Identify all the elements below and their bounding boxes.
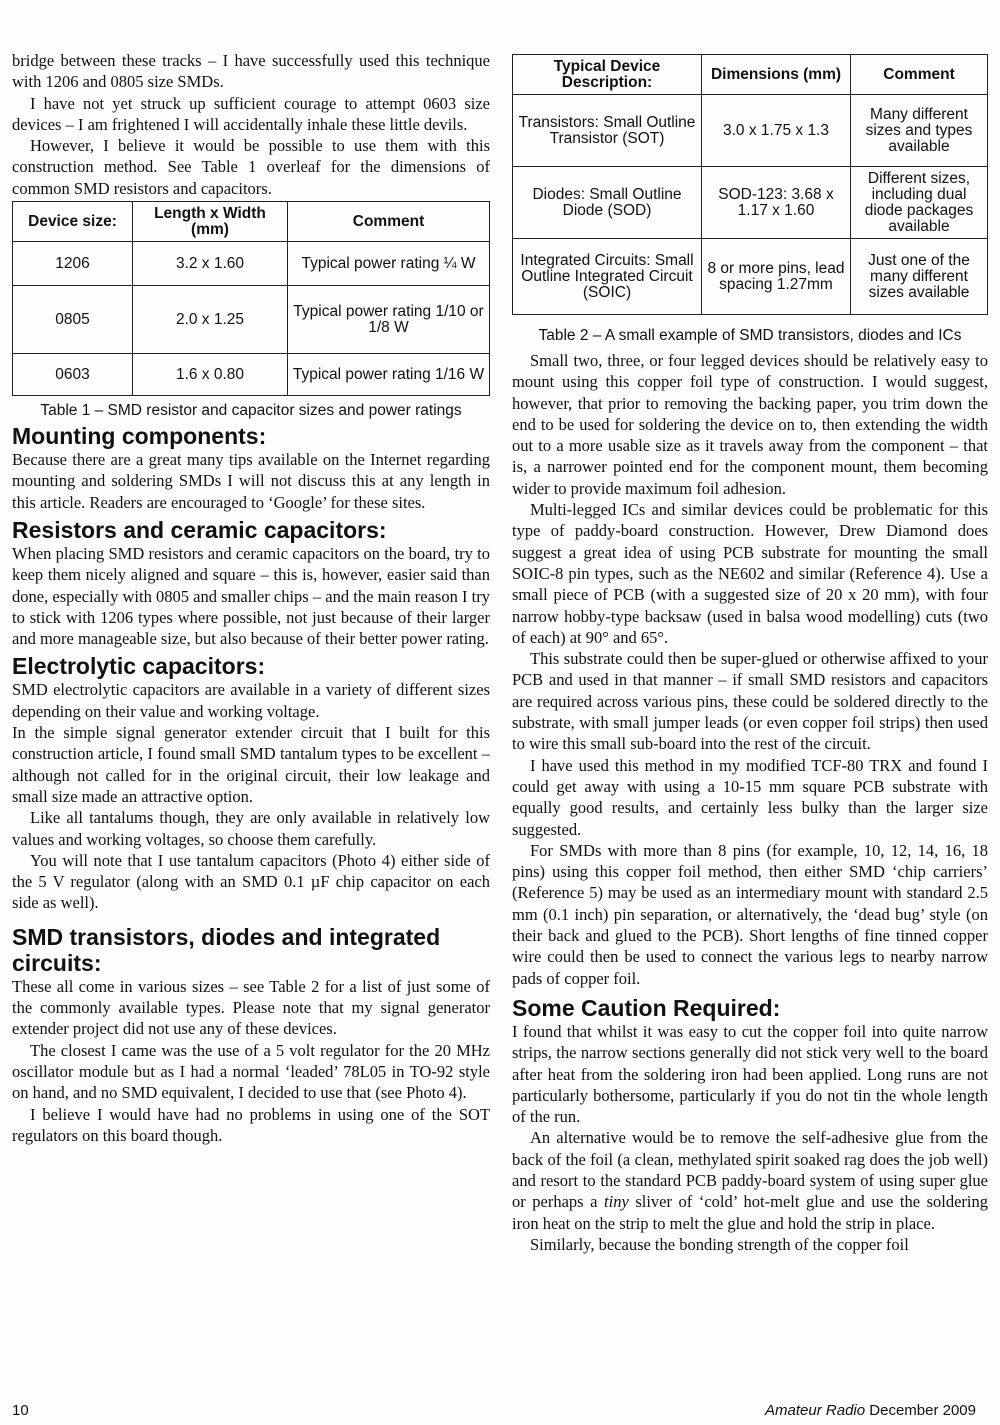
paragraph: Because there are a great many tips available on the Internet regarding mounting and soldering SMDs I will not discuss this at any length in this article. Readers are encouraged to ‘Google’ for these sites.	[12, 450, 490, 512]
table-cell: 0805	[13, 286, 133, 354]
table-cell: Typical power rating 1/16 W	[288, 354, 490, 396]
table-cell: 1.6 x 0.80	[133, 354, 288, 396]
table-cell: Typical power rating 1/10 or 1/8 W	[288, 286, 490, 354]
paragraph: Small two, three, or four legged devices should be relatively easy to mount using this copper foil type of construction. I would suggest, however, that prior to removing the backing paper, you trim down the end to be used for soldering the device on to, then extending the width out to a more usable size as it travels away from the component – that is, a narrower pointed end for the component mount, them becoming wider to provide maximum foil adhesion.	[512, 351, 988, 498]
table-row	[13, 354, 490, 396]
paragraph: This substrate could then be super-glued or otherwise affixed to your PCB and used in that manner – if small SMD resistors and capacitors are required across various pins, these could be soldered directly to the substrate, with small jumper leads (or even copper foil strips) then used to wire this small sub-board into the rest of the circuit.	[512, 649, 988, 754]
paragraph: I have not yet struck up sufficient courage to attempt 0603 size devices – I am frightened I will accidentally inhale these little devils.	[12, 93, 490, 134]
paragraph: For SMDs with more than 8 pins (for example, 10, 12, 14, 16, 18 pins) using this copper foil method, then either SMD ‘chip carriers’ (Reference 5) may be used as an intermediary mount with standard 2.5 mm (0.1 inch) pin separation, or alternatively, the ‘dead bug’ style (on their back and glued to the PCB). Short lengths of fine tinned copper wire could then be used to connect the various legs to nearby narrow pads of copper foil.	[512, 840, 988, 988]
page-footer	[12, 1402, 976, 1422]
heading-resistors: Resistors and ceramic capacitors:	[12, 516, 387, 543]
paragraph	[512, 1127, 988, 1233]
table-cell: Diodes: Small Outline Diode (SOD)	[513, 167, 702, 239]
table-cell: 3.0 x 1.75 x 1.3	[702, 95, 851, 167]
table-cell: 1206	[13, 242, 133, 286]
table-cell: SOD-123: 3.68 x 1.17 x 1.60	[702, 167, 851, 239]
table-row	[513, 95, 988, 167]
paragraph: I believe I would have had no problems in using one of the SOT regulators on this board though.	[12, 1104, 490, 1145]
paragraph: Like all tantalums though, they are only available in relatively low values and working voltages, so choose them carefully.	[12, 808, 490, 849]
paragraph: Multi-legged ICs and similar devices could be problematic for this type of paddy-board construction. However, Drew Diamond does suggest a great idea of using PCB substrate for mounting the small SOIC-8 pin types, such as the NE602 and similar (Reference 4). Use a small piece of PCB (with a suggested size of 20 x 20 mm), with four narrow hobby-type backsaw (used in balsa wood modelling) cuts (two of each) at 90° and 65°.	[512, 500, 988, 647]
table-row	[13, 286, 490, 354]
text-run: An alternative would be to remove the self-adhesive glue from the back of the foil (a clean, methylated spirit soaked rag does the job well) and resort to the standard PCB paddy-board system of using super glue or perhaps a	[512, 1128, 988, 1212]
table-row	[513, 239, 988, 315]
table-cell: Many different sizes and types available	[851, 95, 988, 167]
table-header: Comment	[288, 202, 490, 242]
table-cell: Just one of the many different sizes available	[851, 239, 988, 315]
table-cell: Different sizes, including dual diode packages available	[851, 167, 988, 239]
issue-date: December 2009	[869, 1402, 976, 1419]
heading-smd: SMD transistors, diodes and integrated circuits:	[12, 923, 441, 976]
paragraph: The closest I came was the use of a 5 volt regulator for the 20 MHz oscillator module but as I had a normal ‘leaded’ 78L05 in TO-92 style on hand, and no SMD equivalent, I decided to use that (see Photo 4).	[12, 1040, 490, 1103]
table-cell: 2.0 x 1.25	[133, 286, 288, 354]
table-1	[12, 201, 490, 396]
table-row	[513, 167, 988, 239]
table-1-caption: Table 1 – SMD resistor and capacitor sizes and power ratings	[40, 402, 462, 420]
paragraph: You will note that I use tantalum capacitors (Photo 4) either side of the 5 V regulator (along with an SMD 0.1 µF chip capacitor on each side as well).	[12, 850, 490, 913]
table-row	[13, 242, 490, 286]
table-cell: Typical power rating ¼ W	[288, 242, 490, 286]
table-2	[512, 54, 988, 315]
paragraph: In the simple signal generator extender circuit that I built for this construction article, I found small SMD tantalum types to be excellent – although not called for in the original circuit, their low leakage and small size made an attractive option.	[12, 723, 490, 806]
table-header: Dimensions (mm)	[702, 55, 851, 95]
table-cell: Integrated Circuits: Small Outline Integrated Circuit (SOIC)	[513, 239, 702, 315]
text-run: sliver of ‘cold’ hot-melt glue and use the soldering iron heat on the strip to melt the glue and hold the strip in place.	[512, 1192, 988, 1233]
left-column	[12, 50, 490, 1146]
paragraph: However, I believe it would be possible to use them with this construction method. See Table 1 overleaf for the dimensions of common SMD resistors and capacitors.	[12, 136, 490, 198]
magazine-name	[765, 1402, 976, 1419]
paragraph: I found that whilst it was easy to cut the copper foil into quite narrow strips, the narrow sections generally did not stick very well to the board after heat from the soldering iron had been applied. Long runs are not particularly bothersome, particularly if you do not tin the whole length of the run.	[512, 1021, 988, 1127]
table-cell: 0603	[13, 354, 133, 396]
paragraph: Similarly, because the bonding strength of the copper foil	[530, 1234, 909, 1254]
magazine-title: Amateur Radio	[765, 1402, 866, 1419]
table-header: Typical Device Description:	[513, 55, 702, 95]
page-number: 10	[12, 1402, 29, 1419]
paragraph: I have used this method in my modified TCF-80 TRX and found I could get away with using a 10-15 mm square PCB substrate with equally good results, and certainly less bulky than the larger size suggested.	[512, 755, 988, 839]
right-column	[512, 54, 988, 1255]
heading-mounting: Mounting components:	[12, 423, 267, 450]
paragraph: When placing SMD resistors and ceramic capacitors on the board, try to keep them nicely aligned and square – this is, however, easier said than done, especially with 0805 and smaller chips – and the main reason I try to stick with 1206 types where possible, not just because of their larger and more manageable size, but also because of their better power rating.	[12, 543, 490, 649]
paragraph: SMD electrolytic capacitors are available in a variety of different sizes depending on their value and working voltage.	[12, 680, 490, 721]
table-header: Comment	[851, 55, 988, 95]
table-header: Length x Width (mm)	[133, 202, 288, 242]
heading-caution: Some Caution Required:	[512, 994, 781, 1021]
emphasis: tiny	[604, 1192, 629, 1212]
table-cell: Transistors: Small Outline Transistor (SOT)	[513, 95, 702, 167]
paragraph: bridge between these tracks – I have successfully used this technique with 1206 and 0805 size SMDs.	[12, 51, 490, 92]
table-cell: 3.2 x 1.60	[133, 242, 288, 286]
paragraph: These all come in various sizes – see Table 2 for a list of just some of the commonly available types. Please note that my signal generator extender project did not use any of these devices.	[12, 976, 490, 1039]
table-2-caption: Table 2 – A small example of SMD transistors, diodes and ICs	[538, 327, 962, 344]
table-header: Device size:	[13, 202, 133, 242]
heading-electrolytic: Electrolytic capacitors:	[12, 653, 266, 680]
table-cell: 8 or more pins, lead spacing 1.27mm	[702, 239, 851, 315]
